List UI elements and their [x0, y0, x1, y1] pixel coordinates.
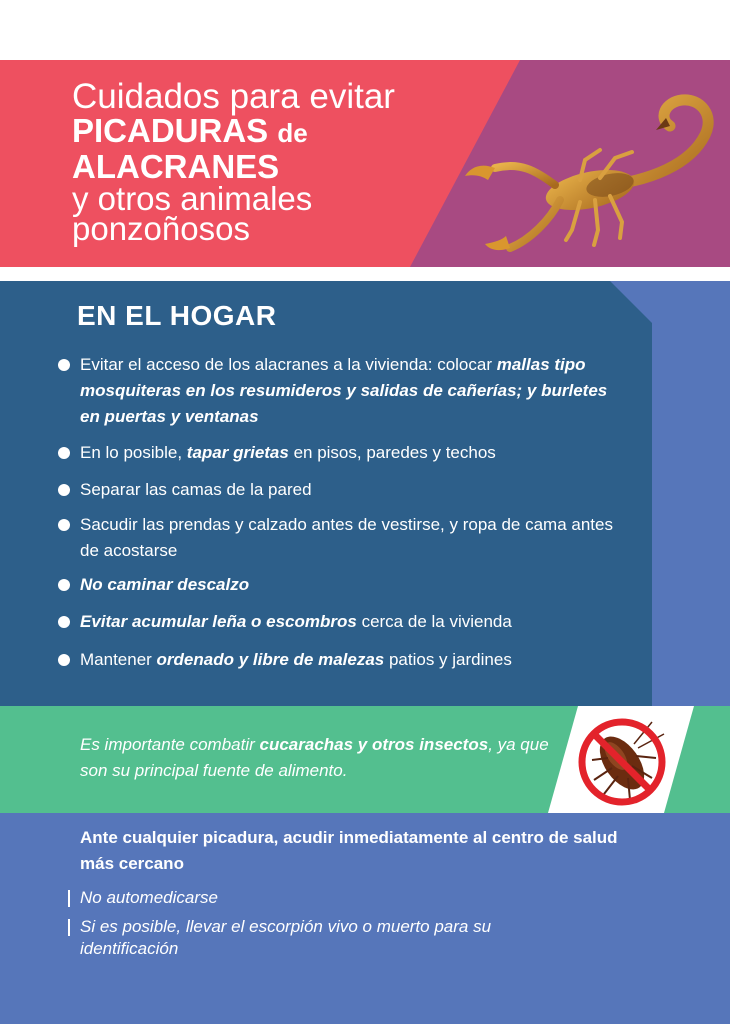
title-line-2: PICADURAS de	[72, 112, 308, 149]
title-line-1: Cuidados para evitar	[72, 77, 395, 116]
title-line-3: ALACRANES	[72, 148, 280, 185]
section-title: EN EL HOGAR	[77, 300, 277, 331]
header-banner	[0, 60, 730, 267]
list-item: Sacudir las prendas y calzado antes de vestirse, y ropa de cama antes de acostarse	[80, 512, 620, 564]
note-item: Si es posible, llevar el escorpión vivo o muerto para su identificación	[80, 916, 580, 960]
title-line-5: ponzoñosos	[72, 210, 250, 247]
page-title	[72, 77, 395, 247]
list-item: Evitar el acceso de los alacranes a la vivienda: colocar mallas tipo mosquiteras en los resumideros y salidas de cañerías; y burletes en puertas y ventanas	[80, 352, 620, 430]
list-item: Separar las camas de la pared	[80, 477, 620, 503]
list-item: Mantener ordenado y libre de malezas patios y jardines	[80, 647, 620, 673]
emergency-title: Ante cualquier picadura, acudir inmediatamente al centro de salud más cercano	[80, 828, 618, 873]
note-bar	[68, 919, 70, 936]
scorpion-illustration	[460, 90, 720, 265]
note-item: No automedicarse	[80, 887, 580, 909]
list-item: No caminar descalzo	[80, 572, 620, 598]
list-item: En lo posible, tapar grietas en pisos, paredes y techos	[80, 440, 620, 466]
no-cockroach-icon	[572, 708, 672, 812]
list-item: Evitar acumular leña o escombros cerca de la vivienda	[80, 609, 620, 635]
title-line-4: y otros animales	[72, 180, 313, 217]
callout-text: Es importante combatir cucarachas y otros insectos, ya que son su principal fuente de alimento.	[80, 735, 549, 780]
note-bar	[68, 890, 70, 907]
